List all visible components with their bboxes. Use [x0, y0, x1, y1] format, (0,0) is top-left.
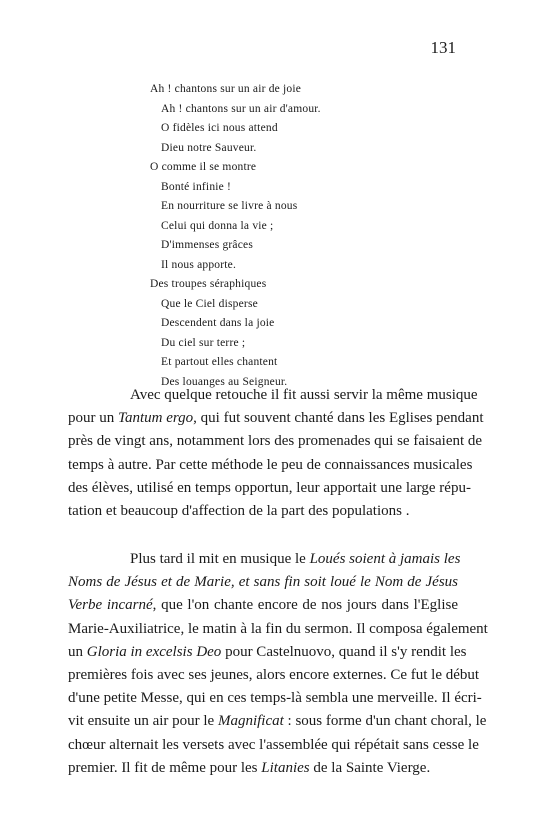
italic-title: Tantum ergo: [118, 410, 194, 427]
poem-line: O comme il se montre: [150, 161, 257, 173]
paragraph-line: chœur alternait les versets avec l'assemblée qui répétait sans cesse le: [68, 736, 479, 753]
poem-line: Descendent dans la joie: [161, 317, 275, 329]
paragraph-line: un Gloria in excelsis Deo pour Castelnuovo, quand il s'y rendit les: [68, 643, 467, 660]
paragraph-line: Marie-Auxiliatrice, le matin à la fin du sermon. Il composa également: [68, 620, 488, 637]
paragraph-line: près de vingt ans, notamment lors des promenades qui se faisaient de: [68, 433, 483, 450]
poem-line: Des troupes séraphiques: [150, 278, 267, 290]
poem-line: Des louanges au Seigneur.: [161, 375, 288, 388]
poem-line: Ah ! chantons sur un air de joie: [150, 83, 302, 95]
paragraph-line: des élèves, utilisé en temps opportun, leur apportait une large répu-: [68, 479, 471, 496]
italic-title: Litanies: [261, 759, 310, 776]
paragraph-line: premier. Il fit de même pour les Litanies de la Sainte Vierge.: [68, 759, 431, 776]
paragraph-2: [68, 548, 488, 780]
poem-line: Que le Ciel disperse: [161, 297, 258, 310]
paragraph-line: Plus tard il mit en musique le Loués soient à jamais les: [130, 551, 461, 567]
paragraph-line: d'une petite Messe, qui en ces temps-là sembla une merveille. Il écri-: [68, 690, 482, 707]
italic-title: Noms de Jésus et de Marie, et sans fin soit loué le Nom de Jésus: [68, 574, 458, 591]
poem: [150, 80, 321, 392]
paragraph-1: [68, 384, 484, 523]
poem-line: Bonté infinie !: [161, 180, 232, 193]
italic-title: Loués soient à jamais les: [309, 551, 461, 567]
poem-line: Il nous apporte.: [161, 258, 237, 271]
italic-title: Verbe incarné: [68, 597, 153, 614]
paragraph-line: premières fois avec ses jeunes, alors encore externes. Ce fut le début: [68, 667, 480, 684]
paragraph-line: pour un Tantum ergo, qui fut souvent chanté dans les Eglises pendant: [68, 410, 484, 427]
poem-line: O fidèles ici nous attend: [161, 122, 278, 134]
paragraph-line: Verbe incarné, que l'on chante encore de nos jours dans l'Eglise: [68, 597, 458, 614]
poem-line: Celui qui donna la vie ;: [161, 219, 274, 232]
page-number: 131: [430, 38, 456, 57]
paragraph-line: vit ensuite un air pour le Magnificat : sous forme d'un chant choral, le: [68, 713, 487, 730]
poem-line: D'immenses grâces: [161, 239, 254, 251]
poem-line: Du ciel sur terre ;: [161, 336, 246, 349]
poem-line: En nourriture se livre à nous: [161, 200, 298, 212]
italic-title: Gloria in excelsis Deo: [86, 643, 222, 660]
italic-title: Magnificat: [217, 713, 284, 730]
paragraph-line: tation et beaucoup d'affection de la part des populations .: [68, 503, 410, 520]
poem-line: Ah ! chantons sur un air d'amour.: [161, 102, 321, 115]
paragraph-line: [68, 571, 458, 594]
poem-line: Dieu notre Sauveur.: [161, 141, 257, 154]
paragraph-line: temps à autre. Par cette méthode le peu de connaissances musicales: [68, 456, 473, 473]
poem-line: Et partout elles chantent: [161, 356, 278, 368]
paragraph-line: Avec quelque retouche il fit aussi servir la même musique: [130, 387, 478, 403]
